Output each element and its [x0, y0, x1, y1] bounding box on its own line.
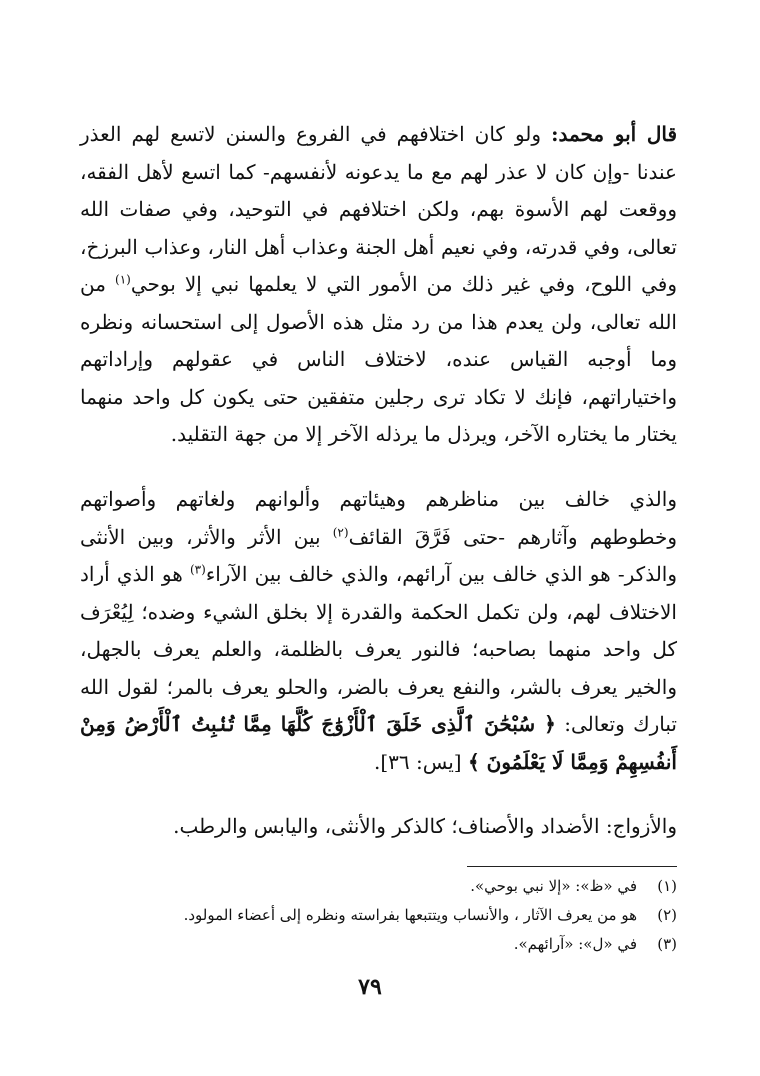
paragraph-3-text: والأزواج: الأضداد والأصناف؛ كالذكر والأنثى، واليابس والرطب.	[173, 814, 677, 838]
paragraph-2-text-b: بين الأثر والأثر، وبين الأنثى والذكر- هو الذي خالف بين آرائهم، والذي خالف بين الآراء	[80, 524, 677, 586]
footnote-number: (١)	[657, 877, 677, 895]
paragraph-1-text: ولو كان اختلافهم في الفروع والسنن لاتسع لهم العذر عندنا -وإن كان لا عذر لهم مع ما يدعونه لأنفسهم- كما اتسع لأهل الفقه، ووقعت لهم الأسوة بهم، ولكن اختلافهم في التوحيد، وفي صفات الله تعالى، وفي قدرته، وفي نعيم أهل الجنة وعذاب أهل النار، وعذاب البرزخ، وفي اللوح، وفي غير ذلك من الأمور التي لا يعلمها نبي إلا بوحي	[80, 122, 678, 296]
page-number: ٧٩	[358, 974, 382, 1000]
paragraph-3	[80, 808, 677, 846]
footnote-number: (٣)	[657, 935, 677, 953]
footnote-item	[80, 901, 677, 930]
footnote-number: (٢)	[657, 906, 677, 924]
paragraph-1-text-b: من الله تعالى، ولن يعدم هذا من رد مثل هذه الأصول إلى استحسانه ونظره وما أوجبه القياس عنده، لاختلاف الناس في عقولهم وإراداتهم واختياراتهم، فإنك لا تكاد ترى رجلين متفقين حتى يكون كل واحد منهما يختار ما يختاره الآخر، ويرذل ما يرذله الآخر إلا من جهة التقليد.	[80, 272, 677, 446]
speaker-lead: قال أبو محمد:	[551, 122, 678, 146]
footnote-text: في «ظ»: «إلا نبي بوحي».	[470, 877, 637, 895]
footnote-text: في «ل»: «آرائهم».	[513, 935, 637, 953]
footnote-text: هو من يعرف الآثار ، والأنساب ويتتبعها بفراسته ونظره إلى أعضاء المولود.	[183, 906, 637, 924]
footnote-divider	[467, 866, 677, 867]
quran-verse: ﴿ سُبْحَٰنَ ٱلَّذِى خَلَقَ ٱلْأَزْوَٰجَ كُلَّهَا مِمَّا تُنۢبِتُ ٱلْأَرْضُ وَمِنْ أَنفُسِهِمْ وَمِمَّا لَا يَعْلَمُونَ ﴾	[80, 712, 677, 774]
paragraph-2-text-a: والذي خالف بين مناظرهم وهيئاتهم وألوانهم ولغاتهم وأصواتهم وخطوطهم وآثارهم -حتى فَرَّقَ القائف	[80, 487, 677, 549]
footnotes	[80, 872, 677, 959]
paragraph-2	[80, 481, 677, 781]
footnote-item	[80, 872, 677, 901]
footnote-ref-2[interactable]: (٢)	[332, 524, 349, 539]
footnote-ref-3[interactable]: (٣)	[189, 562, 206, 577]
footnote-ref-1[interactable]: (١)	[115, 272, 131, 287]
verse-reference: [يس: ٣٦].	[373, 749, 468, 774]
paragraph-1	[80, 116, 677, 454]
footnote-item	[80, 930, 677, 959]
paragraph-2-text-c: هو الذي أراد الاختلاف لهم، ولن تكمل الحكمة والقدرة إلا بخلق الشيء وضده؛ لِيُعْرَف كل واحد منهما بصاحبه؛ فالنور يعرف بالظلمة، والعلم يعرف بالجهل، والخير يعرف بالشر، والنفع يعرف بالضر، والحلو يعرف بالمر؛ لقول الله تبارك وتعالى:	[80, 562, 677, 736]
